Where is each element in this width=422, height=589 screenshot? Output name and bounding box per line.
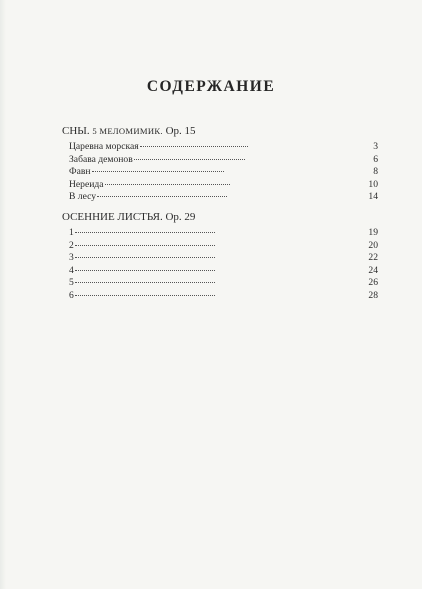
toc-entry-page: 14 <box>368 191 379 203</box>
dot-leader <box>75 270 216 271</box>
toc-entry[interactable] <box>69 179 378 192</box>
toc-entry[interactable] <box>69 227 378 240</box>
toc-entry-label: Забава демонов <box>69 153 133 165</box>
toc-entry-label: 2 <box>69 239 74 251</box>
toc-entry[interactable] <box>69 191 378 204</box>
dot-leader <box>75 257 216 258</box>
toc-entry-page: 8 <box>373 166 379 178</box>
toc-entry-label: Нереида <box>69 178 104 190</box>
dot-leader <box>75 282 216 283</box>
page-title: СОДЕРЖАНИЕ <box>146 78 276 95</box>
toc-entry-page: 6 <box>373 153 379 165</box>
toc-entry[interactable] <box>69 154 378 167</box>
toc-entry-label: 1 <box>69 226 74 238</box>
dot-leader <box>92 171 224 172</box>
section-title-caps: СНЫ. <box>62 125 90 137</box>
toc-entry-page: 22 <box>368 252 379 264</box>
toc-entry[interactable] <box>69 141 378 154</box>
section-opus: Op. 29 <box>165 210 196 223</box>
toc-entry[interactable] <box>69 240 378 253</box>
toc-entry[interactable] <box>69 290 378 303</box>
section-title-caps: ОСЕННИЕ ЛИСТЬЯ. <box>62 210 163 223</box>
dot-leader <box>75 245 216 246</box>
section-heading-osennie-listya <box>62 210 378 224</box>
toc-entry-label: Фавн <box>69 166 91 178</box>
toc-entry[interactable] <box>69 265 378 278</box>
toc-entry-label: Царевна морская <box>69 141 139 152</box>
toc-entry-page: 24 <box>368 264 379 276</box>
toc-entry-page: 28 <box>368 289 379 301</box>
toc-entry-page: 26 <box>368 277 379 289</box>
toc-entry[interactable] <box>69 277 378 290</box>
dot-leader <box>105 184 231 185</box>
dot-leader <box>75 232 216 233</box>
toc-entry-label: 3 <box>69 252 74 264</box>
table-of-contents <box>62 124 378 303</box>
dot-leader <box>140 146 248 147</box>
toc-entry-label: 4 <box>69 264 74 276</box>
toc-entry-label: 5 <box>69 277 74 289</box>
dot-leader <box>134 159 245 160</box>
toc-entry-page: 19 <box>368 226 379 238</box>
toc-entry-page: 3 <box>373 141 379 152</box>
toc-entry-label: 6 <box>69 289 74 301</box>
toc-entry[interactable] <box>69 252 378 265</box>
section-opus: Op. 15 <box>165 125 196 137</box>
toc-entry-page: 10 <box>368 178 379 190</box>
section-heading-sny <box>62 124 378 138</box>
dot-leader <box>97 196 227 197</box>
toc-entry-label: В лесу <box>69 191 97 203</box>
dot-leader <box>75 295 216 296</box>
section-title-smallcaps: 5 МЕЛОМИМИК. <box>92 126 163 136</box>
toc-entry[interactable] <box>69 166 378 179</box>
toc-entry-page: 20 <box>368 239 379 251</box>
